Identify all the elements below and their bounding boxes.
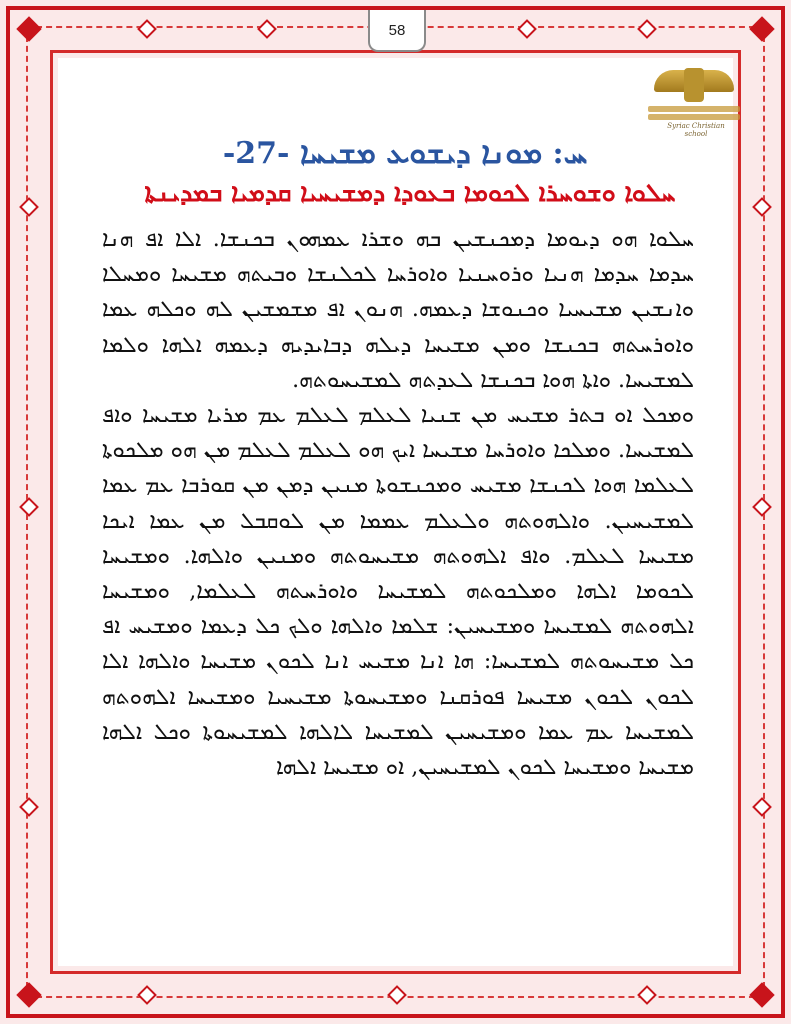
- chapter-title: ܚ: ܡܘܢܐ ܕܝܫܘܥ ܡܫܝܚܐ -27-: [222, 136, 588, 171]
- page-number: 58: [368, 10, 426, 52]
- logo-text-line: [648, 106, 740, 112]
- school-logo: [648, 66, 740, 138]
- logo-figure-icon: [684, 68, 704, 102]
- logo-text-line: [648, 114, 740, 120]
- chapter-subtitle: ܚܠܘܐ ܘܫܘܚܪܐ ܠܟܘܡܐ ܒܥܘܕܐ ܕܡܫܝܚܝܐ ܩܕܡܝܐ ܒܡܕܝܢܬܐ: [144, 178, 676, 207]
- logo-caption: Syriac Christian school: [667, 122, 725, 138]
- paragraph: ܘܡܟܠ ܐܘ ܒܬܪ ܡܫܝܚ ܡܢ ܫܢܝܐ ܠܥܠܡ ܠܥܠܡ ܥܡ ܡܪܝܐ ܡܫܝܚܐ ܘܐܦ ܠܡܫܝܚܐ. ܘܡܠܟܐ ܘܐܘܪܚܐ ܡܫܝܚܐ ܐܝܟ ܗܘ ܠܥܠܡ ܠܥܠܡ ܡܢ ܗܘ ܡܠܟܘܬܐ ܠܥܠܡܐ ܗܘܐ ܠܟܢܫܐ ܡܫܝܚ ܘܡܟܢܫܘܬܐ ܡܢܝܢ ܕܡܢ ܡܢ ܩܘܪܒܐ ܥܡ ܥܡܐ ܠܡܫܝܚܝܢ. ܘܐܠܗܘܬܗ ܘܠܥܠܡ ܥܡܡܐ ܡܢ ܠܘܩܒܠ ܡܢ ܥܡܐ ܐܝܟܐ ܡܫܝܚܐ ܠܥܠܡ. ܘܐܦ ܐܠܗܘܬܗ ܡܫܝܚܘܬܗ ܘܡܢܝܢ ܘܐܠܗܐ. ܘܡܫܝܚܐ ܠܟܘܡܐ ܐܠܗܐ ܘܡܠܟܘܬܗ ܠܡܫܝܚܐ ܘܐܘܪܚܬܗ ܠܥܠܡܐ, ܘܡܫܝܚܐ ܐܠܗܘܬܗ ܠܡܫܝܚܐ ܘܡܫܝܚܝܢ: ܫܠܡܐ ܘܐܠܗܐ ܘܠܟ ܟܠ ܕܥܡܐ ܘܡܫܝܚ ܐܦ ܟܠ ܡܫܝܚܘܬܗ ܠܡܫܝܚܐ: ܗܐ ܐܢܐ ܡܫܝܚ ܐܢܐ ܠܟܘܢ ܡܫܝܚܐ ܘܐܠܗܐ ܐܠܐ ܠܟܘܢ ܠܟܘܢ ܡܫܝܚܐ ܦܘܪܩܢܐ ܘܡܫܝܚܘܬܐ ܡܫܝܚܝܐ ܘܡܫܝܚܐ ܐܠܗܘܬܗ ܠܡܫܝܚܐ ܥܡ ܥܡܐ ܘܡܫܝܚܝܢ ܠܡܫܝܚܐ ܠܐܠܗܐ ܠܡܫܝܚܘܬܐ ܘܟܠ ܐܠܗܐ ܡܫܝܚܐ ܘܡܫܝܚܐ ܠܟܘܢ ܠܡܫܝܚܝܢ, ܐܘ ܡܫܝܚܐ ܐܠܗܐ: [102, 403, 694, 781]
- paragraph: ܚܠܘܐ ܗܘ ܕܝܘܡܐ ܕܡܟܢܫܝܢ ܒܗ ܘܫܪܐ ܥܡܗܘܢ ܒܟܢܫܐ. ܐܠܐ ܐܦ ܗܢܐ ܚܕܡܐ ܚܕܡܐ ܗܢܝܐ ܘܪܘܚܢܝܐ ܘܐܘܪܚܐ ܠܟܠܢܫܐ ܘܒܝܬܗ ܡܫܝܚܐ ܘܡܚܠܐ ܘܐܢܫܝܢ ܡܫܝܚܝܐ ܘܟܢܘܫܐ ܕܥܡܗ. ܗܢܘܢ ܐܦ ܡܫܡܫܝܢ ܠܗ ܘܟܠܗ ܥܡܐ ܘܐܘܪܚܬܗ ܒܟܢܫܐ ܘܡܢ ܡܫܝܚܐ ܕܝܠܗ ܕܒܐܝܕܝܗ ܕܥܡܗ ܐܠܗܐ ܘܠܡܐ ܠܡܫܝܚܐ. ܘܐܬܐ ܗܘܐ ܒܟܢܫܐ ܠܥܕܬܗ ܠܡܫܝܚܘܬܗ.: [102, 227, 694, 393]
- body-text: [102, 222, 694, 785]
